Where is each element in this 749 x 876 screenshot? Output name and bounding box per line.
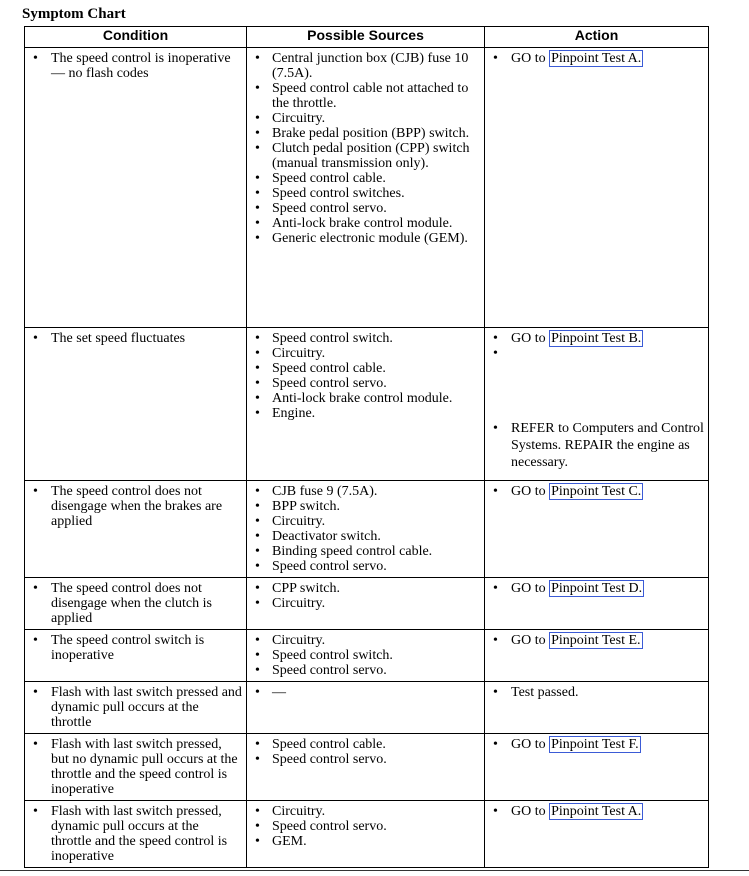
source-item: • Speed control servo.	[251, 201, 480, 216]
action-cell	[485, 481, 709, 578]
condition-text: • Flash with last switch pressed, but no dynamic pull occurs at the throttle and the speed control is inoperative	[29, 737, 242, 797]
source-item: • Speed control cable.	[251, 361, 480, 376]
condition-text: • The speed control does not disengage when the clutch is applied	[29, 581, 242, 626]
condition-text: • Flash with last switch pressed and dynamic pull occurs at the throttle	[29, 685, 242, 730]
header-possible-sources: Possible Sources	[247, 27, 485, 48]
pinpoint-test-d-link[interactable]: Pinpoint Test D.	[551, 581, 643, 596]
action-item	[489, 737, 704, 752]
condition-cell	[25, 630, 247, 682]
header-row	[25, 27, 709, 48]
source-item: • Speed control servo.	[251, 663, 480, 678]
action-prefix: GO to	[511, 581, 546, 596]
condition-cell	[25, 328, 247, 481]
action-text: • Test passed.	[489, 685, 704, 700]
condition-cell	[25, 481, 247, 578]
source-item: • Anti-lock brake control module.	[251, 391, 480, 406]
source-item: • CPP switch.	[251, 581, 480, 596]
table-row	[25, 682, 709, 734]
source-item: • Speed control cable not attached to the throttle.	[251, 81, 480, 111]
pinpoint-test-a-link[interactable]: Pinpoint Test A.	[551, 804, 642, 819]
table-row	[25, 578, 709, 630]
sources-cell	[247, 328, 485, 481]
condition-cell	[25, 801, 247, 868]
source-item: • Speed control switches.	[251, 186, 480, 201]
sources-cell	[247, 734, 485, 801]
source-item: • Speed control servo.	[251, 752, 480, 767]
action-prefix: GO to	[511, 484, 546, 499]
action-prefix: GO to	[511, 804, 546, 819]
source-item: • Speed control servo.	[251, 819, 480, 834]
source-item: • Speed control cable.	[251, 737, 480, 752]
source-item: • Central junction box (CJB) fuse 10 (7.5A).	[251, 51, 480, 81]
action-cell	[485, 682, 709, 734]
action-prefix: GO to	[511, 331, 546, 346]
source-item: • Circuitry.	[251, 514, 480, 529]
action-cell	[485, 734, 709, 801]
sources-cell	[247, 801, 485, 868]
source-item: • Circuitry.	[251, 111, 480, 126]
source-item: • Speed control switch.	[251, 648, 480, 663]
condition-text: • The speed control is inoperative — no flash codes	[29, 51, 242, 81]
pinpoint-test-f-link[interactable]: Pinpoint Test F.	[551, 737, 639, 752]
action-cell	[485, 578, 709, 630]
page-bottom-rule	[0, 870, 749, 871]
sources-cell	[247, 481, 485, 578]
action-item	[489, 581, 704, 596]
source-item: • Anti-lock brake control module.	[251, 216, 480, 231]
sources-cell	[247, 682, 485, 734]
source-item: • Deactivator switch.	[251, 529, 480, 544]
condition-text: • Flash with last switch pressed, dynamic pull occurs at the throttle and the speed control is inoperative	[29, 804, 242, 864]
sources-cell	[247, 48, 485, 328]
action-prefix: GO to	[511, 737, 546, 752]
header-condition: Condition	[25, 27, 247, 48]
action-cell	[485, 801, 709, 868]
action-item	[489, 331, 704, 346]
symptom-chart-table	[24, 26, 709, 868]
source-item: • Engine.	[251, 406, 480, 421]
source-item: • Generic electronic module (GEM).	[251, 231, 480, 246]
condition-cell	[25, 682, 247, 734]
table-row	[25, 734, 709, 801]
condition-cell	[25, 48, 247, 328]
source-item: • CJB fuse 9 (7.5A).	[251, 484, 480, 499]
pinpoint-test-e-link[interactable]: Pinpoint Test E.	[551, 633, 641, 648]
source-item: • —	[251, 685, 480, 700]
condition-cell	[25, 734, 247, 801]
sources-cell	[247, 630, 485, 682]
pinpoint-test-b-link[interactable]: Pinpoint Test B.	[551, 331, 642, 346]
pinpoint-test-c-link[interactable]: Pinpoint Test C.	[551, 484, 642, 499]
header-action: Action	[485, 27, 709, 48]
condition-text: • The speed control switch is inoperative	[29, 633, 242, 663]
source-item: • Circuitry.	[251, 346, 480, 361]
condition-text: • The speed control does not disengage when the brakes are applied	[29, 484, 242, 529]
action-item	[489, 51, 704, 66]
source-item: • Brake pedal position (BPP) switch.	[251, 126, 480, 141]
action-item	[489, 484, 704, 499]
action-item	[489, 804, 704, 819]
table-row	[25, 801, 709, 868]
table-row	[25, 630, 709, 682]
source-item: • Circuitry.	[251, 804, 480, 819]
table-row	[25, 48, 709, 328]
source-item: • Circuitry.	[251, 633, 480, 648]
spacer	[489, 346, 704, 420]
sources-cell	[247, 578, 485, 630]
source-item: • Speed control servo.	[251, 376, 480, 391]
source-item: • Speed control cable.	[251, 171, 480, 186]
source-item: • GEM.	[251, 834, 480, 849]
source-item: • Binding speed control cable.	[251, 544, 480, 559]
condition-text: • The set speed fluctuates	[29, 331, 242, 346]
source-item: • Circuitry.	[251, 596, 480, 611]
action-item	[489, 633, 704, 648]
source-item: • BPP switch.	[251, 499, 480, 514]
table-row	[25, 328, 709, 481]
action-cell	[485, 630, 709, 682]
action-cell	[485, 48, 709, 328]
source-item: • Clutch pedal position (CPP) switch (manual transmission only).	[251, 141, 480, 171]
source-item: • Speed control switch.	[251, 331, 480, 346]
condition-cell	[25, 578, 247, 630]
action-prefix: GO to	[511, 51, 546, 66]
pinpoint-test-a-link[interactable]: Pinpoint Test A.	[551, 51, 642, 66]
source-item: • Speed control servo.	[251, 559, 480, 574]
action-cell	[485, 328, 709, 481]
action-note: • REFER to Computers and Control Systems. REPAIR the engine as necessary.	[489, 420, 704, 471]
table-row	[25, 481, 709, 578]
page-title: Symptom Chart	[22, 6, 126, 22]
action-prefix: GO to	[511, 633, 546, 648]
